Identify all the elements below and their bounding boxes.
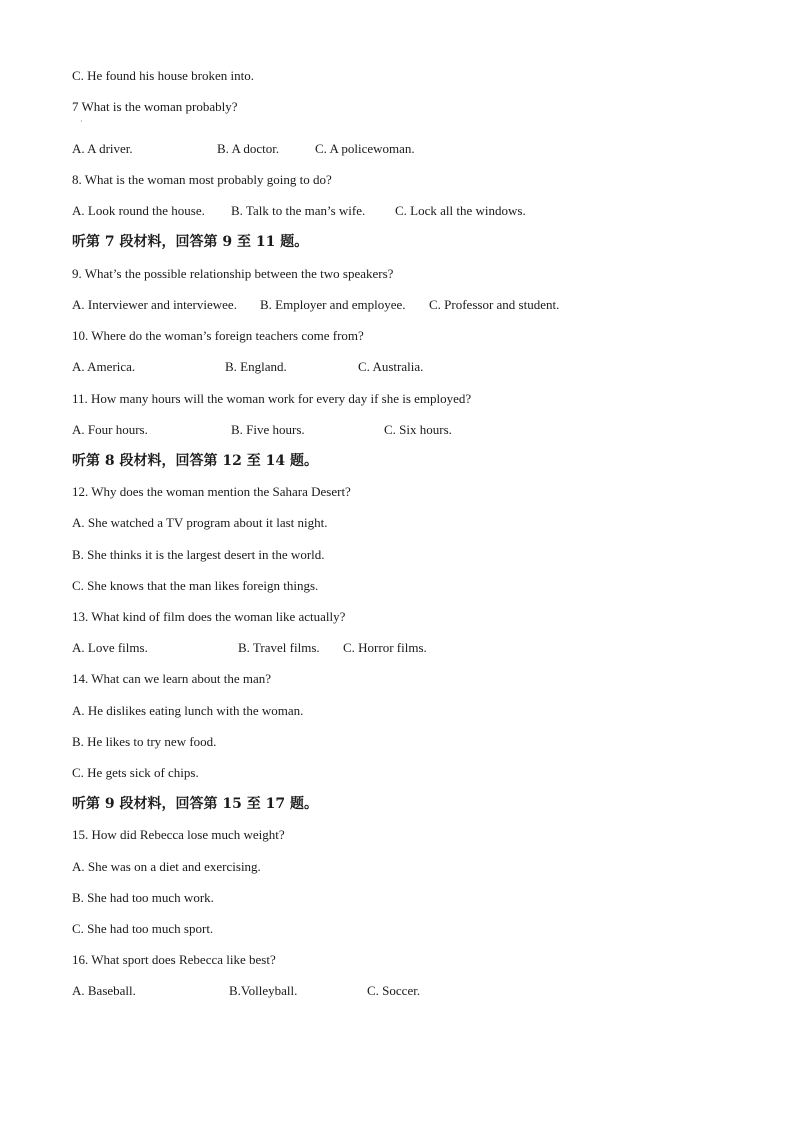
question-13: 13. What kind of film does the woman like actually? bbox=[72, 609, 346, 624]
question-15: 15. How did Rebecca lose much weight? bbox=[72, 827, 285, 842]
q16-option-b: B.Volleyball. bbox=[229, 983, 298, 998]
q6-option-c: C. He found his house broken into. bbox=[72, 68, 254, 83]
q10-option-c: C. Australia. bbox=[358, 359, 424, 374]
q7-option-b: B. A doctor. bbox=[217, 141, 280, 156]
q13-option-b: B. Travel films. bbox=[238, 640, 320, 655]
q8-option-b: B. Talk to the man’s wife. bbox=[231, 203, 366, 218]
question-8: 8. What is the woman most probably going to do? bbox=[72, 172, 332, 187]
q15-option-c: C. She had too much sport. bbox=[72, 921, 214, 936]
stray-dot: · bbox=[80, 117, 83, 126]
q10-option-a: A. America. bbox=[72, 359, 136, 374]
q14-option-c: C. He gets sick of chips. bbox=[72, 765, 199, 780]
q9-option-a: A. Interviewer and interviewee. bbox=[72, 297, 237, 312]
section-heading-9: 听第 9 段材料，回答第 15 至 17 题。 bbox=[72, 796, 318, 812]
question-10: 10. Where do the woman’s foreign teachers come from? bbox=[72, 328, 364, 343]
section-heading-7: 听第 7 段材料，回答第 9 至 11 题。 bbox=[72, 234, 309, 250]
q9-option-b: B. Employer and employee. bbox=[260, 297, 406, 312]
q13-option-c: C. Horror films. bbox=[343, 640, 427, 655]
q13-option-a: A. Love films. bbox=[72, 640, 148, 655]
q8-option-c: C. Lock all the windows. bbox=[395, 203, 526, 218]
q11-option-a: A. Four hours. bbox=[72, 422, 148, 437]
q11-option-c: C. Six hours. bbox=[384, 422, 452, 437]
q9-option-c: C. Professor and student. bbox=[429, 297, 560, 312]
question-9: 9. What’s the possible relationship between the two speakers? bbox=[72, 266, 394, 281]
q15-option-b: B. She had too much work. bbox=[72, 890, 214, 905]
q15-option-a: A. She was on a diet and exercising. bbox=[72, 859, 261, 874]
question-11: 11. How many hours will the woman work for every day if she is employed? bbox=[72, 391, 472, 406]
question-16: 16. What sport does Rebecca like best? bbox=[72, 952, 276, 967]
section-heading-8: 听第 8 段材料，回答第 12 至 14 题。 bbox=[72, 453, 318, 469]
q12-option-c: C. She knows that the man likes foreign things. bbox=[72, 578, 319, 593]
q14-option-b: B. He likes to try new food. bbox=[72, 734, 217, 749]
q8-option-a: A. Look round the house. bbox=[72, 203, 205, 218]
q10-option-b: B. England. bbox=[225, 359, 287, 374]
q12-option-a: A. She watched a TV program about it last night. bbox=[72, 515, 328, 530]
q7-option-a: A. A driver. bbox=[72, 141, 133, 156]
q7-option-c: C. A policewoman. bbox=[315, 141, 415, 156]
q14-option-a: A. He dislikes eating lunch with the woman. bbox=[72, 703, 304, 718]
q12-option-b: B. She thinks it is the largest desert in the world. bbox=[72, 547, 325, 562]
q11-option-b: B. Five hours. bbox=[231, 422, 305, 437]
question-7: 7 What is the woman probably? bbox=[72, 99, 238, 114]
question-12: 12. Why does the woman mention the Sahara Desert? bbox=[72, 484, 351, 499]
q16-option-a: A. Baseball. bbox=[72, 983, 136, 998]
question-14: 14. What can we learn about the man? bbox=[72, 671, 272, 686]
q16-option-c: C. Soccer. bbox=[367, 983, 421, 998]
